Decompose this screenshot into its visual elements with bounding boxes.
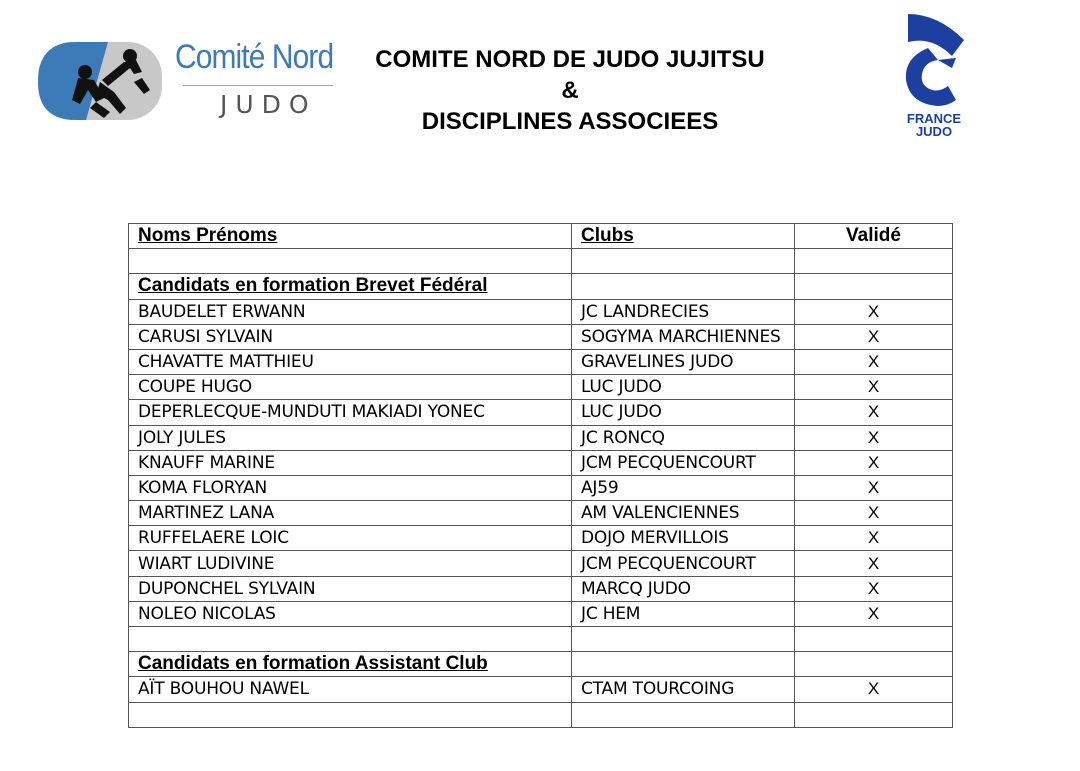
table-row [129,324,953,349]
column-header-club: Clubs [572,224,795,249]
validated-mark: X [795,425,953,450]
column-header-valid: Validé [795,224,953,249]
candidate-club: JC HEM [572,601,795,626]
candidate-name: RUFFELAERE LOIC [129,526,572,551]
table-row [129,677,953,702]
candidate-club: CTAM TOURCOING [572,677,795,702]
candidate-club: GRAVELINES JUDO [572,349,795,374]
candidate-name: MARTINEZ LANA [129,501,572,526]
france-judo-label [898,112,970,138]
title-line-2: & [561,77,579,104]
validated-mark: X [795,526,953,551]
validated-mark: X [795,601,953,626]
candidate-name: KOMA FLORYAN [129,475,572,500]
table-row [129,349,953,374]
document-title [340,44,800,137]
candidate-club: JCM PECQUENCOURT [572,450,795,475]
table-row [129,551,953,576]
section-title-assistant: Candidats en formation Assistant Club [129,652,572,677]
france-judo-logo [898,10,970,142]
blank-row [129,627,953,652]
candidate-club: AM VALENCIENNES [572,501,795,526]
candidate-name: CHAVATTE MATTHIEU [129,349,572,374]
table-row [129,576,953,601]
section-row [129,274,953,299]
candidate-club: LUC JUDO [572,400,795,425]
candidate-name: DEPERLECQUE-MUNDUTI MAKIADI YONEC [129,400,572,425]
validated-mark: X [795,450,953,475]
blank-row [129,249,953,274]
candidate-club: JCM PECQUENCOURT [572,551,795,576]
validated-mark: X [795,375,953,400]
validated-mark: X [795,324,953,349]
table-row [129,425,953,450]
table-row [129,601,953,626]
section-title-brevet: Candidats en formation Brevet Fédéral [129,274,572,299]
candidates-table [128,223,953,728]
table-row [129,501,953,526]
comite-nord-logo [38,38,338,128]
validated-mark: X [795,349,953,374]
candidate-name: BAUDELET ERWANN [129,299,572,324]
table-row [129,400,953,425]
candidate-club: DOJO MERVILLOIS [572,526,795,551]
candidate-name: AÏT BOUHOU NAWEL [129,677,572,702]
logo-divider [183,85,333,86]
candidate-name: COUPE HUGO [129,375,572,400]
candidate-club: SOGYMA MARCHIENNES [572,324,795,349]
validated-mark: X [795,501,953,526]
blank-row [129,702,953,727]
column-header-name: Noms Prénoms [129,224,572,249]
validated-mark: X [795,677,953,702]
validated-mark: X [795,576,953,601]
title-line-3: DISCIPLINES ASSOCIEES [421,108,719,135]
table-row [129,450,953,475]
candidate-name: JOLY JULES [129,425,572,450]
table-row [129,299,953,324]
document-header [0,0,1080,170]
table-row [129,526,953,551]
candidate-club: LUC JUDO [572,375,795,400]
france-judo-emblem-icon [898,10,970,110]
validated-mark: X [795,551,953,576]
validated-mark: X [795,400,953,425]
table-row [129,475,953,500]
validated-mark: X [795,299,953,324]
candidate-name: DUPONCHEL SYLVAIN [129,576,572,601]
table-row [129,375,953,400]
validated-mark: X [795,475,953,500]
table-header-row [129,224,953,249]
candidate-club: JC LANDRECIES [572,299,795,324]
candidate-name: NOLEO NICOLAS [129,601,572,626]
candidate-name: WIART LUDIVINE [129,551,572,576]
candidate-club: AJ59 [572,475,795,500]
france-label: FRANCE [906,111,962,126]
candidate-name: KNAUFF MARINE [129,450,572,475]
judo-label: JUDO [915,124,953,139]
title-line-1: COMITE NORD DE JUDO JUJITSU [375,46,765,73]
candidate-club: MARCQ JUDO [572,576,795,601]
comite-nord-wordmark: Comité Nord [175,38,334,76]
judo-wordmark: JUDO [220,90,317,119]
section-row [129,652,953,677]
judoka-throw-icon [38,42,162,120]
candidate-name: CARUSI SYLVAIN [129,324,572,349]
candidate-club: JC RONCQ [572,425,795,450]
